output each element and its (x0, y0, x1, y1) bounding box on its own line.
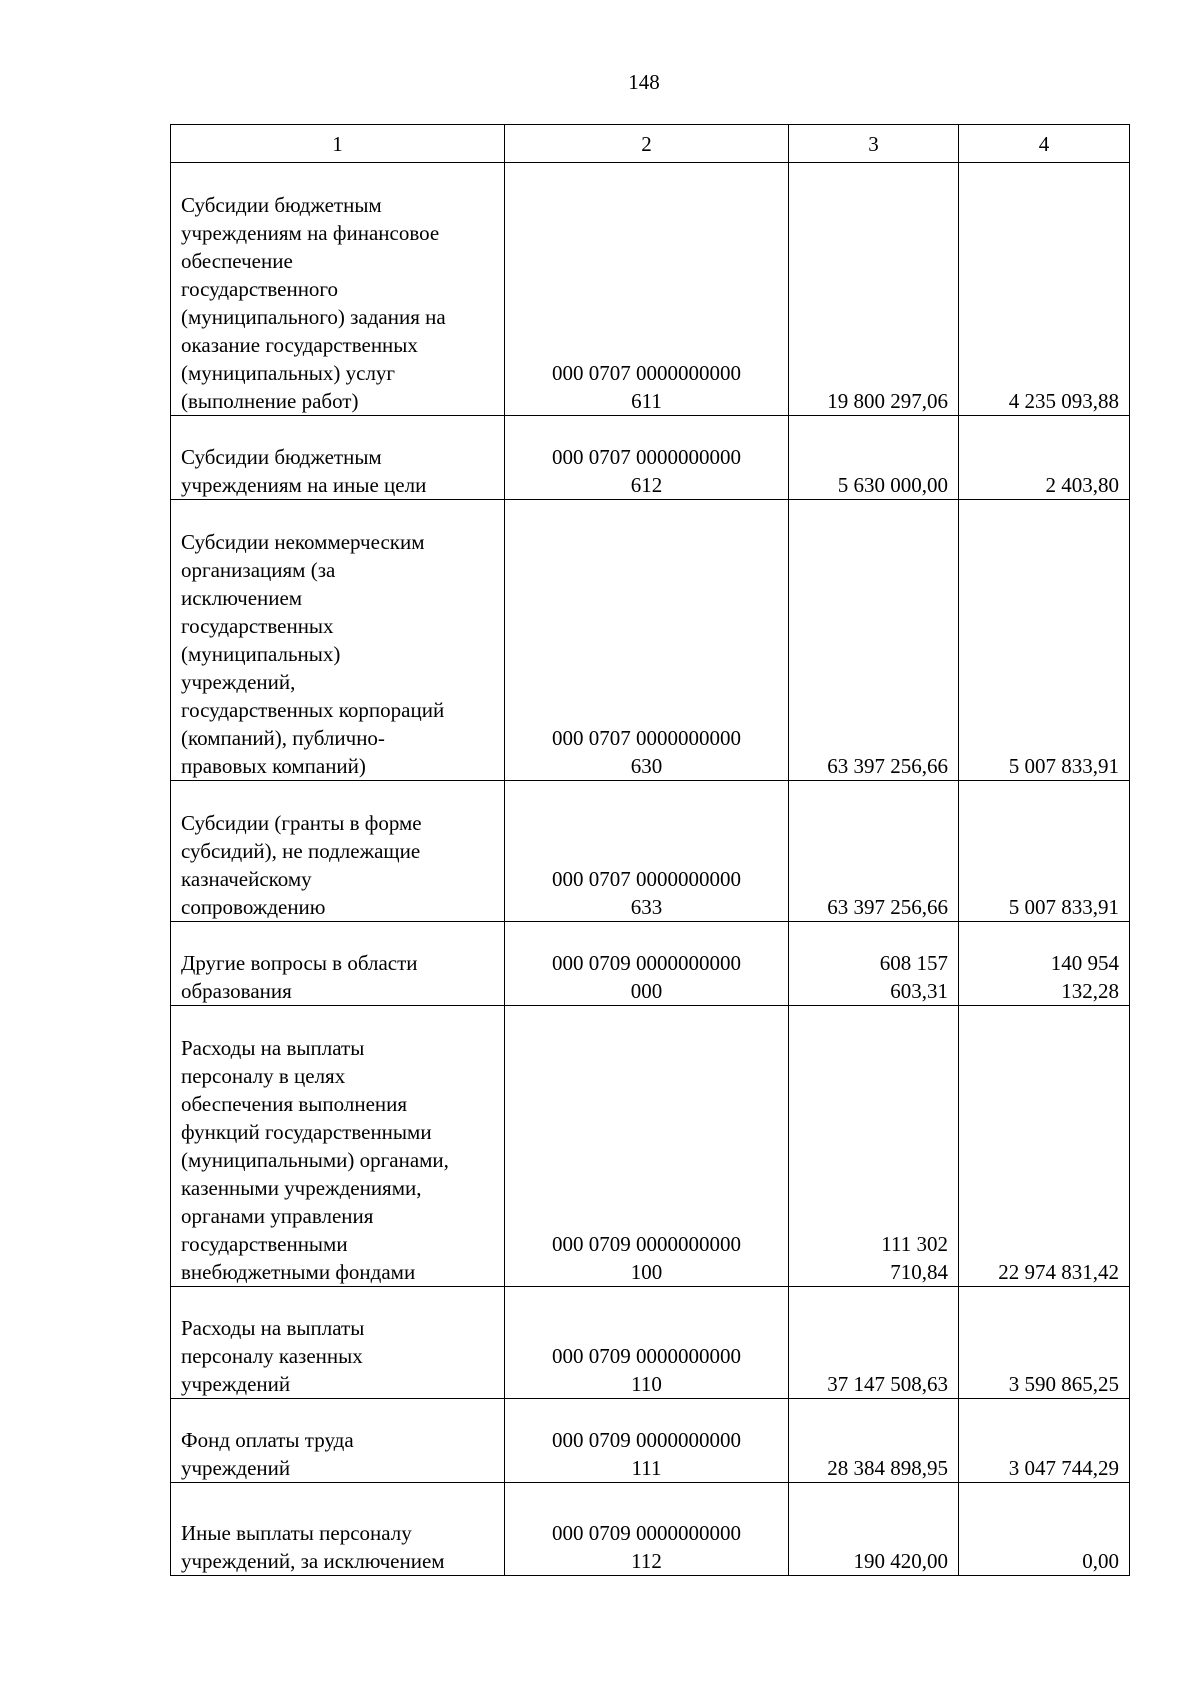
row-name: Субсидии (гранты в форме субсидий), не подлежащие казначейскому сопровождению (181, 811, 422, 919)
row-name-cell (171, 1006, 505, 1287)
table-row (171, 781, 1130, 922)
row-col4-value: 4 235 093,88 (1008, 389, 1119, 413)
row-code: 000 0709 0000000000 100 (552, 1232, 741, 1284)
row-name-cell (171, 781, 505, 922)
row-col4-cell (959, 781, 1130, 922)
row-name-cell (171, 416, 505, 500)
budget-table (170, 124, 1130, 1576)
row-code-cell (505, 416, 789, 500)
row-name: Субсидии бюджетным учреждениям на иные цели (181, 445, 427, 497)
row-col4-value: 5 007 833,91 (1008, 754, 1119, 778)
row-col4-value: 3 047 744,29 (1008, 1456, 1119, 1480)
table-header-row (171, 125, 1130, 163)
row-col4-value: 5 007 833,91 (1008, 895, 1119, 919)
row-name-cell (171, 1399, 505, 1483)
row-code: 000 0707 0000000000 612 (552, 445, 741, 497)
row-col4-cell (959, 500, 1130, 781)
row-col4-value: 22 974 831,42 (998, 1260, 1119, 1284)
row-col3-value: 63 397 256,66 (827, 895, 948, 919)
row-code-cell (505, 922, 789, 1006)
row-col3-value: 5 630 000,00 (837, 473, 948, 497)
row-code-cell (505, 1006, 789, 1287)
row-code-cell (505, 500, 789, 781)
row-col4-value: 0,00 (1082, 1549, 1119, 1573)
row-col3-value: 608 157 603,31 (879, 951, 948, 1003)
row-col3-value: 111 302 710,84 (881, 1232, 948, 1284)
row-name-cell (171, 1287, 505, 1399)
row-col3-cell (789, 1287, 959, 1399)
row-code: 000 0709 0000000000 000 (552, 951, 741, 1003)
row-code: 000 0709 0000000000 112 (552, 1521, 741, 1573)
row-col4-cell (959, 922, 1130, 1006)
row-col3-cell (789, 1006, 959, 1287)
row-code: 000 0707 0000000000 633 (552, 867, 741, 919)
row-col3-cell (789, 781, 959, 922)
row-code-cell (505, 1287, 789, 1399)
page-number: 148 (628, 70, 660, 94)
row-col3-value: 19 800 297,06 (827, 389, 948, 413)
row-col3-cell (789, 1483, 959, 1576)
row-name-cell (171, 922, 505, 1006)
row-name: Фонд оплаты труда учреждений (181, 1428, 354, 1480)
row-name-cell (171, 163, 505, 416)
row-col4-cell (959, 1399, 1130, 1483)
row-name: Расходы на выплаты персоналу в целях обеспечения выполнения функций государственными (муниципальными) органами, казенными учреждениями, органами управления государственными внебюджетными фондами (181, 1036, 449, 1284)
row-col3-cell (789, 1399, 959, 1483)
row-name-cell (171, 1483, 505, 1576)
row-name-cell (171, 500, 505, 781)
table-row (171, 1399, 1130, 1483)
row-col4-cell (959, 416, 1130, 500)
row-name: Иные выплаты персоналу учреждений, за исключением (181, 1521, 445, 1573)
column-header-2: 2 (505, 125, 789, 163)
row-name: Субсидии бюджетным учреждениям на финансовое обеспечение государственного (муниципального) задания на оказание государственных (муниципальных) услуг (выполнение работ) (181, 193, 446, 413)
row-col3-value: 63 397 256,66 (827, 754, 948, 778)
row-col3-cell (789, 416, 959, 500)
table-row (171, 1287, 1130, 1399)
table-row (171, 163, 1130, 416)
row-col3-cell (789, 922, 959, 1006)
row-code-cell (505, 163, 789, 416)
column-header-1: 1 (171, 125, 505, 163)
row-name: Расходы на выплаты персоналу казенных учреждений (181, 1316, 365, 1396)
row-col3-cell (789, 163, 959, 416)
row-col4-cell (959, 1006, 1130, 1287)
table-row (171, 1006, 1130, 1287)
column-header-3: 3 (789, 125, 959, 163)
row-name: Другие вопросы в области образования (181, 951, 418, 1003)
row-code-cell (505, 781, 789, 922)
row-code: 000 0709 0000000000 110 (552, 1344, 741, 1396)
table-row (171, 922, 1130, 1006)
row-name: Субсидии некоммерческим организациям (за исключением государственных (муниципальных) учреждений, государственных корпораций (компаний), публично- правовых компаний) (181, 530, 445, 778)
column-header-4: 4 (959, 125, 1130, 163)
row-code-cell (505, 1399, 789, 1483)
row-col3-value: 190 420,00 (853, 1549, 948, 1573)
row-code: 000 0709 0000000000 111 (552, 1428, 741, 1480)
row-col4-value: 2 403,80 (1045, 473, 1119, 497)
row-col4-cell (959, 163, 1130, 416)
table-row (171, 500, 1130, 781)
row-col4-value: 3 590 865,25 (1008, 1372, 1119, 1396)
row-code-cell (505, 1483, 789, 1576)
table-row (171, 1483, 1130, 1576)
row-col3-value: 37 147 508,63 (827, 1372, 948, 1396)
row-code: 000 0707 0000000000 630 (552, 726, 741, 778)
row-col3-cell (789, 500, 959, 781)
table-row (171, 416, 1130, 500)
row-col3-value: 28 384 898,95 (827, 1456, 948, 1480)
row-col4-cell (959, 1287, 1130, 1399)
row-col4-value: 140 954 132,28 (1050, 951, 1119, 1003)
row-col4-cell (959, 1483, 1130, 1576)
row-code: 000 0707 0000000000 611 (552, 361, 741, 413)
